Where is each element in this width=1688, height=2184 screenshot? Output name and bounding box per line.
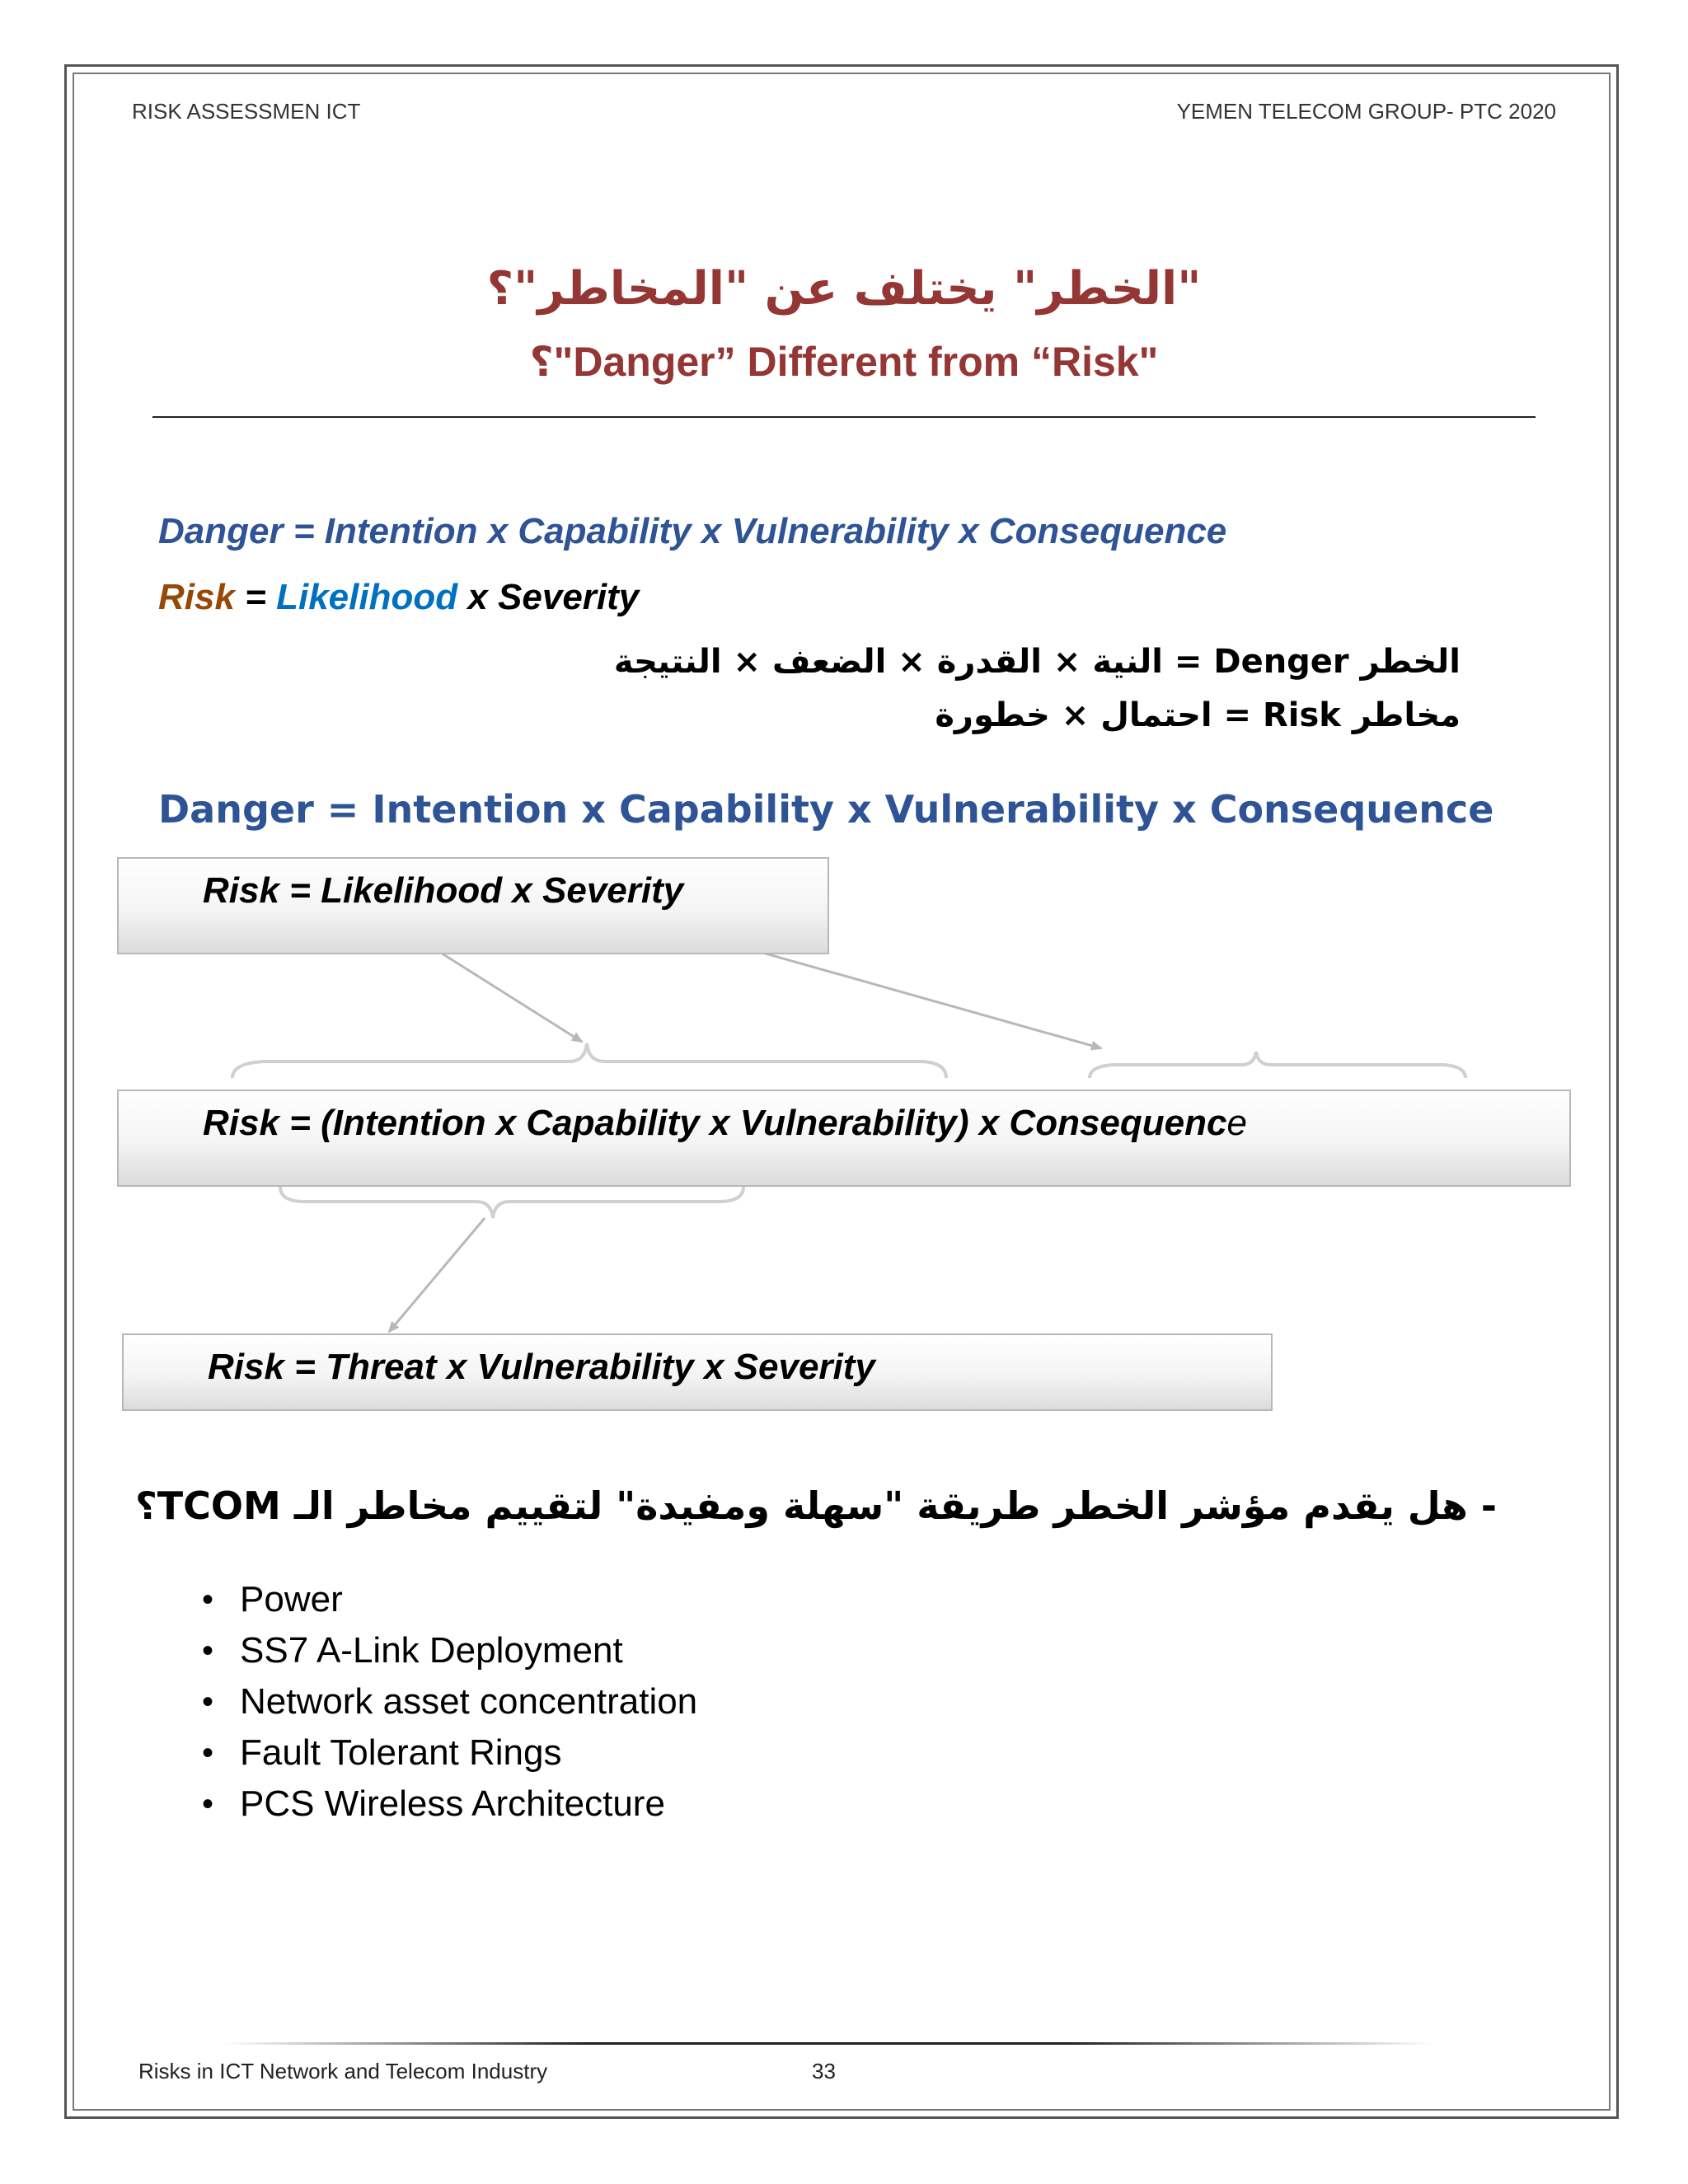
footer-divider [223, 2042, 1434, 2045]
header-right: YEMEN TELECOM GROUP- PTC 2020 [1176, 99, 1556, 124]
footer-title: Risks in ICT Network and Telecom Industry [138, 2059, 548, 2083]
list-item [202, 1676, 697, 1727]
list-item [202, 1727, 697, 1779]
risk-term: Risk [158, 577, 235, 617]
risk-consequence-box [117, 1090, 1571, 1187]
risk-consequence-text [203, 1103, 1247, 1144]
list-item [202, 1625, 697, 1676]
list-item-text: SS7 A-Link Deployment [240, 1630, 623, 1671]
bullet-icon: • [202, 1633, 214, 1669]
risk-threat-box [122, 1333, 1273, 1411]
arrow-threat [389, 1218, 485, 1332]
danger-formula-italic: Danger = Intention x Capability x Vulnerability x Consequence [158, 511, 1227, 551]
brace-bottom [280, 1187, 743, 1218]
list-item [202, 1779, 697, 1830]
arabic-risk-formula: مخاطر Risk = احتمال × خطورة [935, 696, 1461, 734]
bullet-icon: • [202, 1582, 214, 1618]
likelihood-term: Likelihood [276, 577, 458, 617]
brace-left-top [232, 1043, 946, 1078]
list-item-text: Fault Tolerant Rings [240, 1732, 562, 1773]
severity-term: x Severity [457, 577, 640, 617]
bullet-icon: • [202, 1684, 214, 1720]
tcom-question: - هل يقدم مؤشر الخطر طريقة "سهلة ومفيدة" لتقييم مخاطر الـ TCOM؟ [135, 1483, 1497, 1528]
brace-right-top [1090, 1052, 1465, 1078]
bullet-icon: • [202, 1735, 214, 1771]
bullet-icon: • [202, 1786, 214, 1822]
list-item-text: Network asset concentration [240, 1681, 698, 1722]
page-number: 33 [812, 2059, 836, 2083]
bullet-list [202, 1574, 697, 1830]
page-title-english: ؟"Danger” Different from “Risk" [529, 339, 1159, 385]
risk-threat-text: Risk = Threat x Vulnerability x Severity [208, 1347, 875, 1387]
danger-formula-bold: Danger = Intention x Capability x Vulnerability x Consequence [158, 787, 1494, 832]
list-item-text: Power [240, 1579, 343, 1619]
header-left: RISK ASSESSMEN ICT [132, 99, 361, 124]
page-title-arabic: "الخطر" يختلف عن "المخاطر"؟ [486, 262, 1202, 316]
list-item [202, 1574, 697, 1625]
arabic-danger-formula: الخطر Denger = النية × القدرة × الضعف × النتيجة [613, 643, 1461, 681]
risk-consequence-tail: e [1226, 1103, 1247, 1143]
risk-likelihood-box [117, 857, 829, 954]
equals-sign: = [234, 577, 277, 617]
risk-consequence-main: Risk = (Intention x Capability x Vulnerability) x Consequenc [203, 1103, 1227, 1143]
risk-likelihood-text: Risk = Likelihood x Severity [203, 870, 684, 911]
list-item-text: PCS Wireless Architecture [240, 1783, 665, 1824]
